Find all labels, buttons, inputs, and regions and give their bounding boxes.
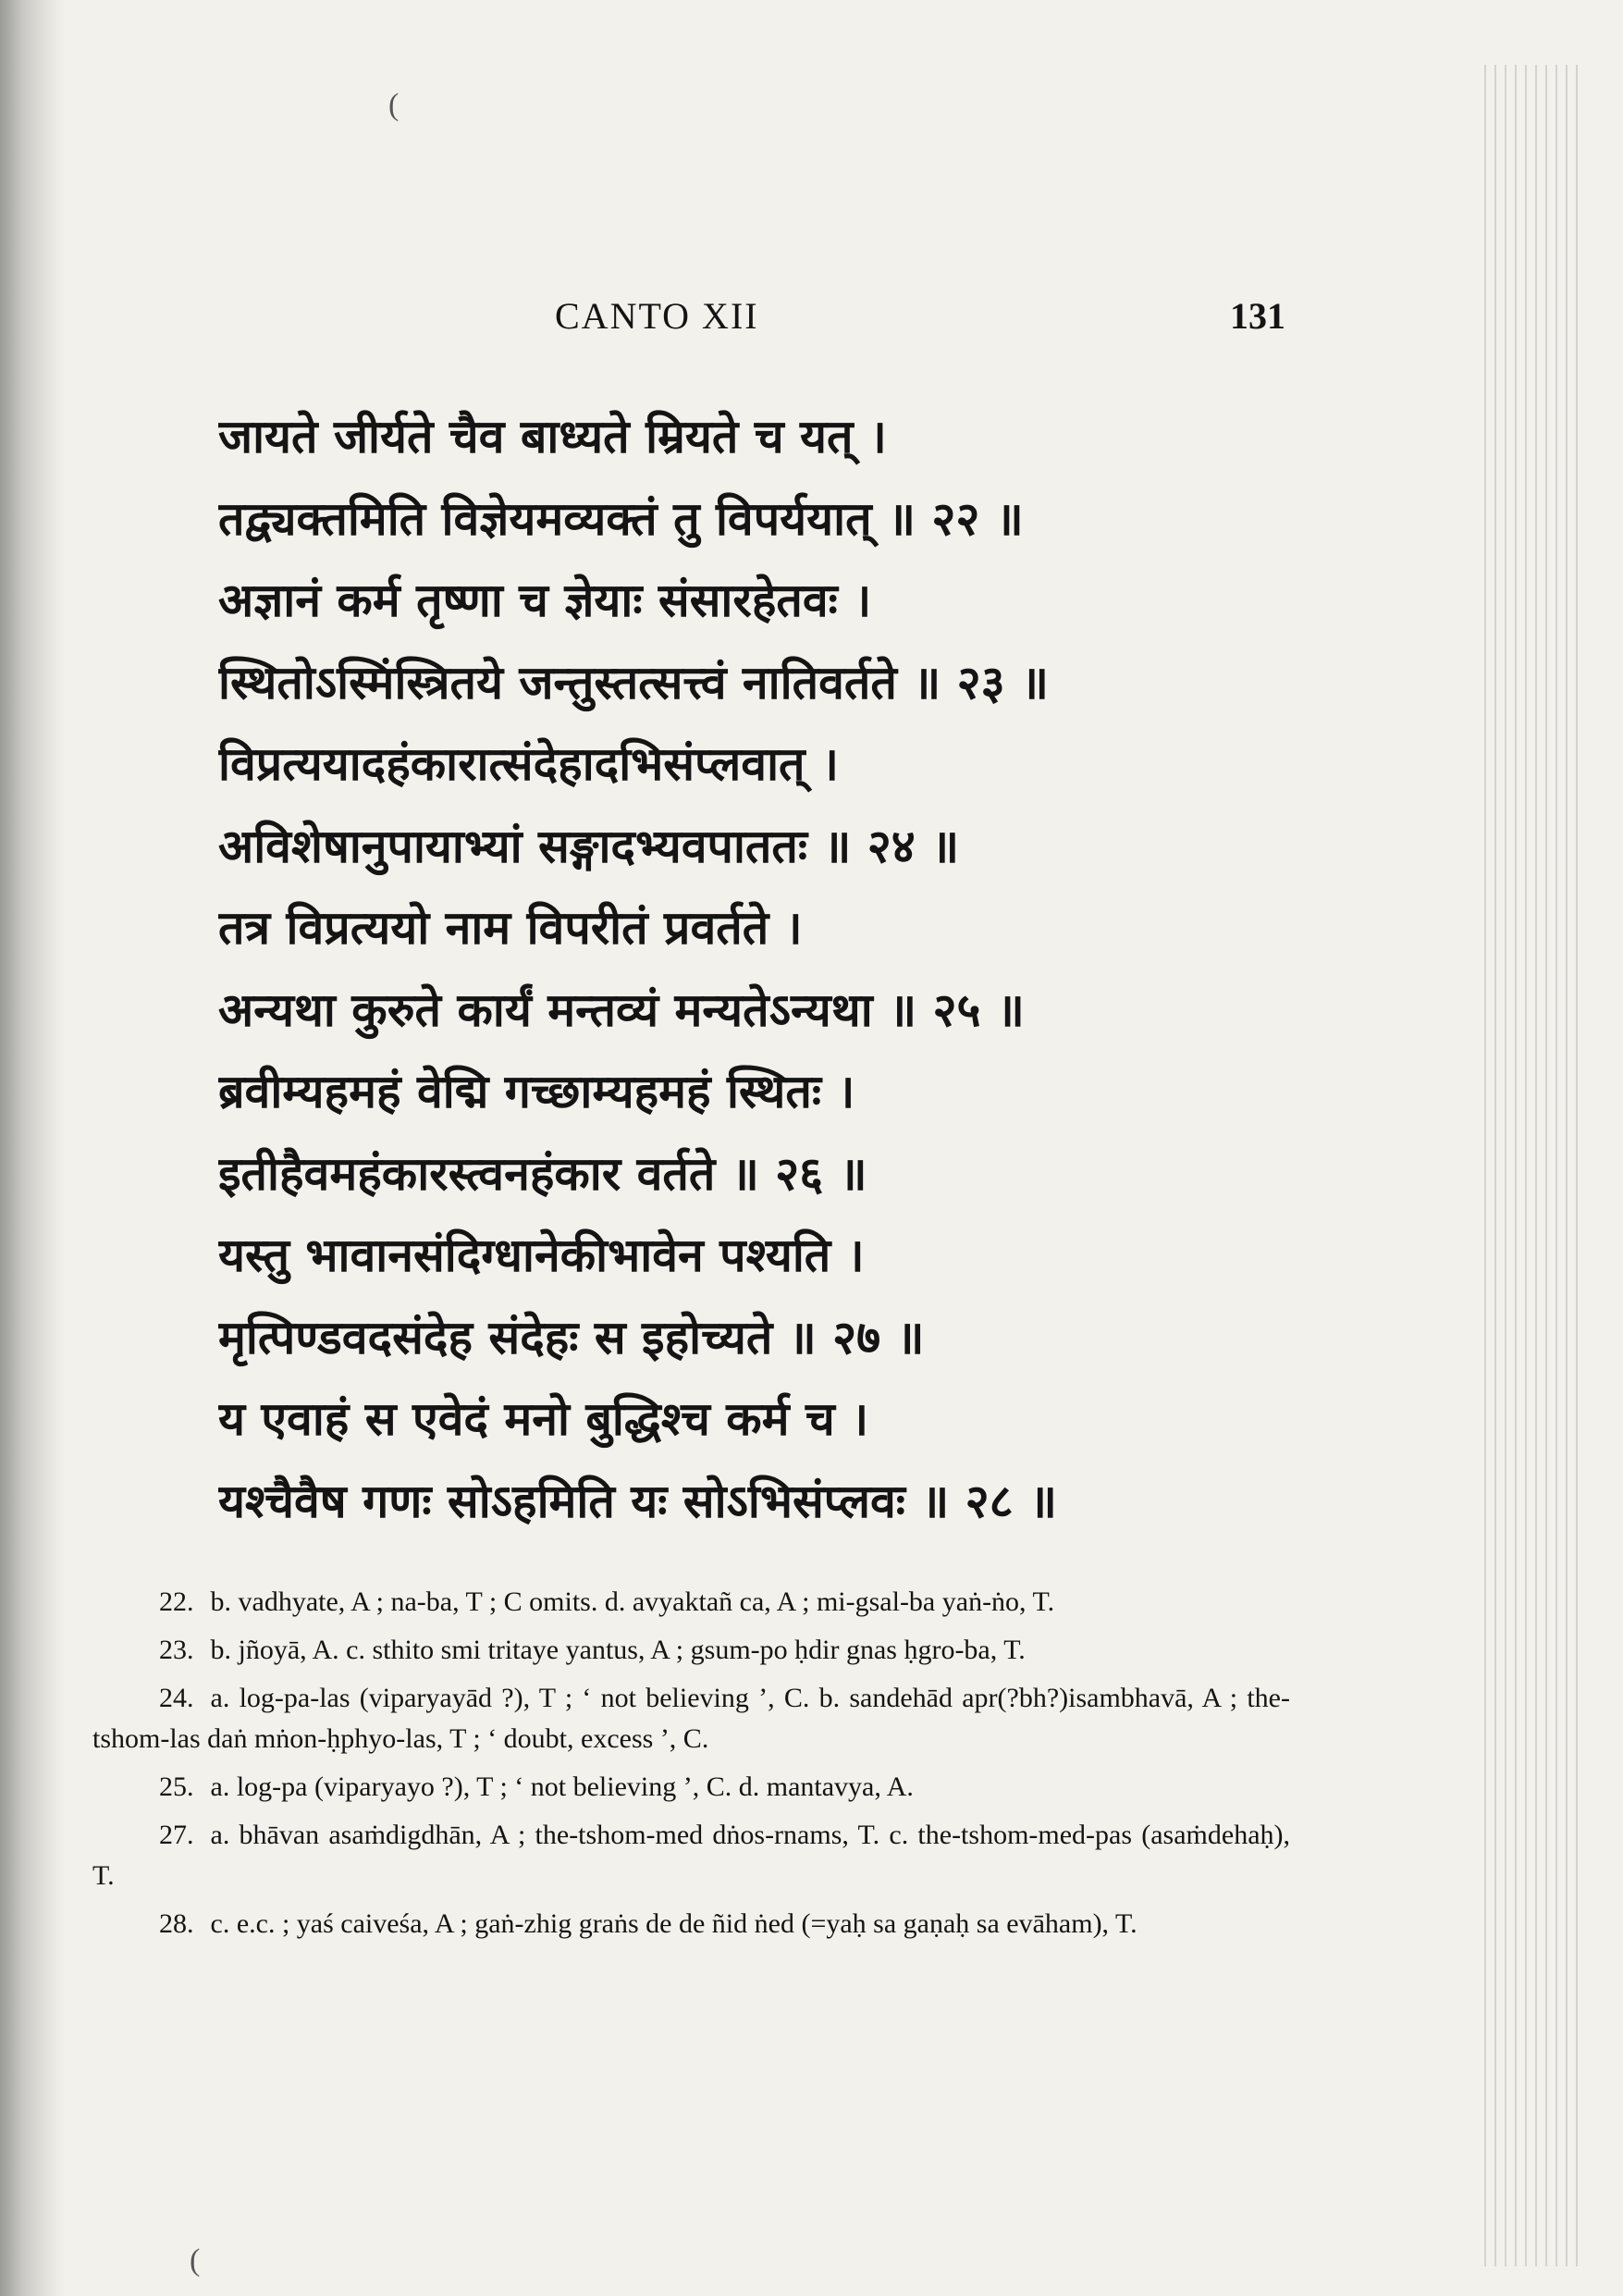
note-number: 27. <box>159 1820 194 1850</box>
stray-pencil-mark: ( <box>388 88 400 122</box>
verse-line: जायते जीर्यते चैव बाध्यते म्रियते च यत् । <box>218 410 887 463</box>
verse-line: यश्चैवैष गणः सोऽहमिति यः सोऽभिसंप्लवः ॥ २८ ॥ <box>218 1474 1057 1528</box>
sanskrit-verses <box>218 396 1457 1542</box>
note-text: a. log-pa-las (viparyayād ?), T ; ‘ not believing ’, C. b. sandehād apr(?bh?)isambhavā, A ; the-tshom-las daṅ mṅon-ḥphyo-las, T ; ‘ doubt, excess ’, C. <box>92 1683 1290 1754</box>
note-number: 28. <box>159 1908 194 1939</box>
note-text: b. vadhyate, A ; na-ba, T ; C omits. d. avyaktañ ca, A ; mi-gsal-ba yaṅ-ṅo, T. <box>210 1586 1055 1617</box>
note-number: 25. <box>159 1771 194 1802</box>
note-number: 22. <box>159 1586 194 1617</box>
running-title: CANTO XII <box>555 295 759 337</box>
verse-line: तत्र विप्रत्ययो नाम विपरीतं प्रवर्तते । <box>218 901 803 955</box>
note-text: a. log-pa (viparyayo ?), T ; ‘ not believing ’, C. d. mantavya, A. <box>210 1771 914 1802</box>
page-number: 131 <box>1230 295 1285 337</box>
verse-line: ब्रवीम्यहमहं वेद्मि गच्छाम्यहमहं स्थितः । <box>218 1065 855 1118</box>
note <box>92 1767 1290 1808</box>
verse-line: मृत्पिण्डवदसंदेह संदेहः स इहोच्यते ॥ २७ ॥ <box>218 1310 925 1364</box>
scan-left-edge-shadow <box>0 0 65 2296</box>
stray-pencil-mark: ( <box>190 2243 201 2277</box>
verse-line: अविशेषानुपायाभ्यां सङ्गादभ्यवपाततः ॥ २४ ॥ <box>218 819 960 873</box>
note <box>92 1678 1290 1759</box>
note <box>92 1815 1290 1896</box>
verse-line: तद्व्यक्तमिति विज्ञेयमव्यक्तं तु विपर्ययात् ॥ २२ ॥ <box>218 491 1024 546</box>
verse-line: विप्रत्ययादहंकारात्संदेहादभिसंप्लवात् । <box>218 737 839 791</box>
scan-right-margin-texture <box>1484 65 1586 2266</box>
note <box>92 1630 1290 1671</box>
page-header <box>555 294 1285 350</box>
verse-line: य एवाहं स एवेदं मनो बुद्धिश्च कर्म च । <box>218 1392 869 1446</box>
verse-line: यस्तु भावानसंदिग्धानेकीभावेन पश्यति । <box>218 1228 865 1282</box>
note-text: c. e.c. ; yaś caiveśa, A ; gaṅ-zhig graṅs de de ñid ṅed (=yaḥ sa gaṇaḥ sa evāham), T. <box>210 1908 1137 1939</box>
verse-line: इतीहैवमहंकारस्त्वनहंकार वर्तते ॥ २६ ॥ <box>218 1146 867 1201</box>
verse-line: अन्यथा कुरुते कार्यं मन्तव्यं मन्यतेऽन्यथा ॥ २५ ॥ <box>218 982 1025 1037</box>
note <box>92 1582 1290 1623</box>
note-number: 24. <box>159 1683 194 1713</box>
critical-notes <box>92 1582 1290 1952</box>
note-text: a. bhāvan asaṁdigdhān, A ; the-tshom-med dṅos-rnams, T. c. the-tshom-med-pas (asaṁdehaḥ), T. <box>92 1820 1290 1891</box>
note <box>92 1904 1290 1944</box>
verse-line: अज्ञानं कर्म तृष्णा च ज्ञेयाः संसारहेतवः । <box>218 574 872 627</box>
verse-line: स्थितोऽस्मिंस्त्रितये जन्तुस्तत्सत्त्वं नातिवर्तते ॥ २३ ॥ <box>218 655 1049 710</box>
note-number: 23. <box>159 1635 194 1665</box>
note-text: b. jñoyā, A. c. sthito smi tritaye yantus, A ; gsum-po ḥdir gnas ḥgro-ba, T. <box>210 1635 1026 1665</box>
